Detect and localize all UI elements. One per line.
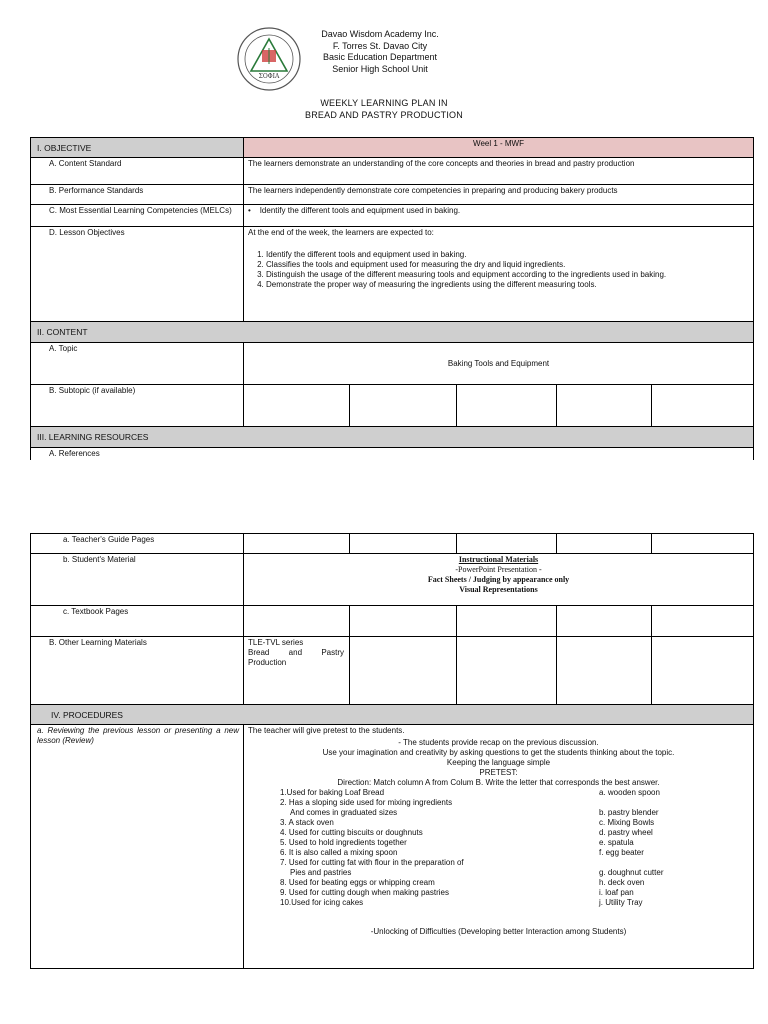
pretest-item: 2. Has a sloping side used for mixing ingredients <box>280 798 453 807</box>
lesson-objectives-row: D. Lesson Objectives At the end of the week, the learners are expected to: 1. Identify the different tools and equipment used in baking. 2. Classifies the tools and equipment used for measuring the dry and liquid ingredients. 3. Distinguish the usage of the different measuring tools and equipment according to the ingredients used in baking. 4. Demonstrate the proper way of measuring the ingredients using the different measuring tools. <box>31 227 754 322</box>
teachers-guide-row: a. Teacher's Guide Pages <box>31 534 754 554</box>
week-label: Weel 1 - MWF <box>244 138 754 158</box>
school-line: F. Torres St. Davao City <box>332 40 428 51</box>
pretest-item: Pies and pastries g. doughnut cutter <box>290 868 664 877</box>
students-material-row: b. Student's Material Instructional Materials -PowerPoint Presentation - Fact Sheets / Judging by appearance only Visual Representations <box>31 554 754 606</box>
school-seal-icon <box>236 26 302 92</box>
pretest-item: 4. Used for cutting biscuits or doughnuts d. pastry wheel <box>280 828 653 837</box>
review-row: a. Reviewing the previous lesson or presenting a new lesson (Review) The teacher will give pretest to the students. - The students provide recap on the previous discussion. Use your imagination and creativity by asking questions to get the students thinking about the topic. Keeping the language simple PRETEST: Direction: Match column A from Colum B. Write the letter that corresponds the best answer. 1.Used for baking Loaf Bread a. wooden spoon 2. Has a sloping side used for mixing ingredients And comes in graduated sizes b. pastry blender 3. A stack oven c. Mixing Bowls 4. Used for cutting biscuits or doughnuts d. pastry wheel 5. Used to hold ingredients together e. spatula 6. It is also called a mixing spoon f. egg beater 7. Used for cutting fat with flour in the preparation of Pies and pastries g. doughnut cutter 8. Used for beating eggs or whipping cream h. deck oven 9. Used for cutting dough when making pastries i. loaf pan 10.Used for icing cakes j. Utility Tray -Unlocking of Difficulties (Developing better Interaction among Students) <box>31 725 754 969</box>
performance-standards-row: B. Performance Standards The learners independently demonstrate core competencies in preparing and producing bakery products <box>31 185 754 205</box>
pretest-item: 10.Used for icing cakes j. Utility Tray <box>280 898 643 907</box>
school-line: Davao Wisdom Academy Inc. <box>321 29 439 39</box>
content-row: II. CONTENT <box>31 322 754 343</box>
pretest-item: 9. Used for cutting dough when making pastries i. loaf pan <box>280 888 634 897</box>
references-row: A. References <box>31 448 754 461</box>
learning-plan-table <box>30 137 754 460</box>
melcs-row: C. Most Essential Learning Competencies (MELCs) • Identify the different tools and equipment used in baking. <box>31 205 754 227</box>
svg-text:ΣΟΦΙΑ: ΣΟΦΙΑ <box>258 73 280 80</box>
pretest-item: 1.Used for baking Loaf Bread a. wooden spoon <box>280 788 660 797</box>
school-line: Senior High School Unit <box>332 63 428 74</box>
school-line: Basic Education Department <box>322 52 438 62</box>
procedures-row: IV. PROCEDURES <box>31 705 754 725</box>
learning-plan-table-continued <box>30 533 754 969</box>
resources-row: III. LEARNING RESOURCES <box>31 427 754 448</box>
pretest-item: 7. Used for cutting fat with flour in the preparation of <box>280 858 464 867</box>
textbook-row: c. Textbook Pages <box>31 606 754 637</box>
objectives-list: 1. Identify the different tools and equipment used in baking. 2. Classifies the tools and equipment used for measuring the dry and liquid ingredients. 3. Distinguish the usage of the different measuring tools and equipment according to the ingredients used in baking. 4. Demonstrate the proper way of measuring the ingredients using the different measuring tools. <box>248 250 749 290</box>
subtopic-row: B. Subtopic (if available) <box>31 385 754 427</box>
pretest-item: 3. A stack oven c. Mixing Bowls <box>280 818 655 827</box>
pretest-item: And comes in graduated sizes b. pastry blender <box>290 808 659 817</box>
topic-row: A. Topic Baking Tools and Equipment <box>31 343 754 385</box>
school-name-block <box>300 29 460 75</box>
content-standard-row: A. Content Standard The learners demonstrate an understanding of the core concepts and theories in bread and pastry production <box>31 158 754 185</box>
objective-row <box>31 138 754 158</box>
pretest-item: 6. It is also called a mixing spoon f. egg beater <box>280 848 644 857</box>
document-title: WEEKLY LEARNING PLAN IN BREAD AND PASTRY PRODUCTION <box>305 98 463 120</box>
pretest-item: 5. Used to hold ingredients together e. spatula <box>280 838 634 847</box>
other-materials-row: B. Other Learning Materials TLE-TVL series Bread and Pastry Production <box>31 637 754 705</box>
objective-label: I. OBJECTIVE <box>31 138 244 158</box>
pretest-list <box>248 788 749 908</box>
pretest-item: 8. Used for beating eggs or whipping cream h. deck oven <box>280 878 645 887</box>
